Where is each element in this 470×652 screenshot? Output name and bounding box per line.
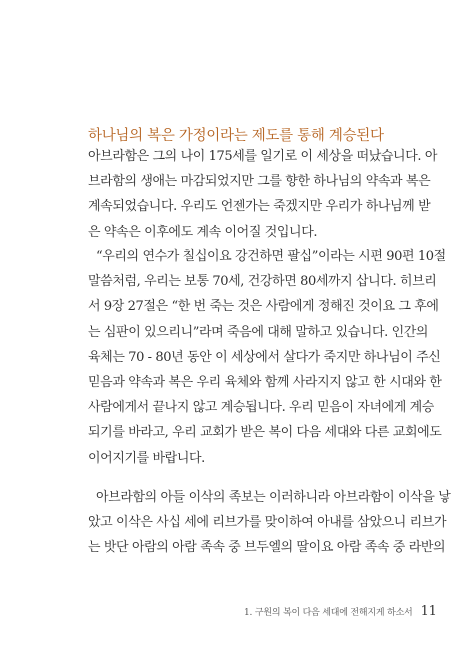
text-line: 았고 이삭은 사십 세에 리브가를 맞이하여 아내를 삼았으니 리브가 xyxy=(88,515,447,531)
chapter-title: 1. 구원의 복이 다음 세대에 전해지게 하소서 xyxy=(244,608,413,618)
text-line: 믿음과 약속과 복은 우리 육체와 함께 사라지지 않고 한 시대와 한 xyxy=(88,375,442,391)
text-line: 아브라함의 아들 이삭의 족보는 이러하니라 아브라함이 이삭을 낳 xyxy=(96,490,451,505)
paragraph-1 xyxy=(88,144,437,245)
text-line: 말씀처럼, 우리는 보통 70세, 건강하면 80세까지 삽니다. 히브리 xyxy=(88,274,437,290)
text-line: 이어지기를 바랍니다. xyxy=(88,450,205,466)
running-footer xyxy=(244,604,437,619)
text-line: 육체는 70 - 80년 동안 이 세상에서 살다가 죽지만 하나님이 주신 xyxy=(88,349,441,365)
page-number: 11 xyxy=(420,604,437,619)
text-line: 사람에게서 끝나지 않고 계승됩니다. 우리 믿음이 자녀에게 계승 xyxy=(88,400,434,416)
text-line: “우리의 연수가 칠십이요 강건하면 팔십”이라는 시편 90편 10절 xyxy=(96,249,446,264)
paragraph-2 xyxy=(88,244,446,471)
section-heading: 하나님의 복은 가정이라는 제도를 통해 계승된다 xyxy=(88,128,384,144)
text-line: 은 약속은 이후에도 계속 이어질 것입니다. xyxy=(88,224,318,240)
text-line: 는 심판이 있으리니”라며 죽음에 대해 말하고 있습니다. 인간의 xyxy=(88,324,429,340)
text-line: 계속되었습니다. 우리도 언젠가는 죽겠지만 우리가 하나님께 받 xyxy=(88,199,431,215)
text-line: 는 밧단 아람의 아람 족속 중 브두엘의 딸이요 아람 족속 중 라반의 xyxy=(88,540,446,556)
text-line: 브라함의 생애는 마감되었지만 그를 향한 하나님의 약속과 복은 xyxy=(88,174,431,190)
scripture-quote xyxy=(88,485,451,561)
text-line: 되기를 바라고, 우리 교회가 받은 복이 다음 세대와 다른 교회에도 xyxy=(88,425,442,441)
text-line: 아브라함은 그의 나이 175세를 일기로 이 세상을 떠났습니다. 아 xyxy=(88,149,437,164)
text-line: 서 9장 27절은 “한 번 죽는 것은 사람에게 정해진 것이요 그 후에 xyxy=(88,299,439,315)
